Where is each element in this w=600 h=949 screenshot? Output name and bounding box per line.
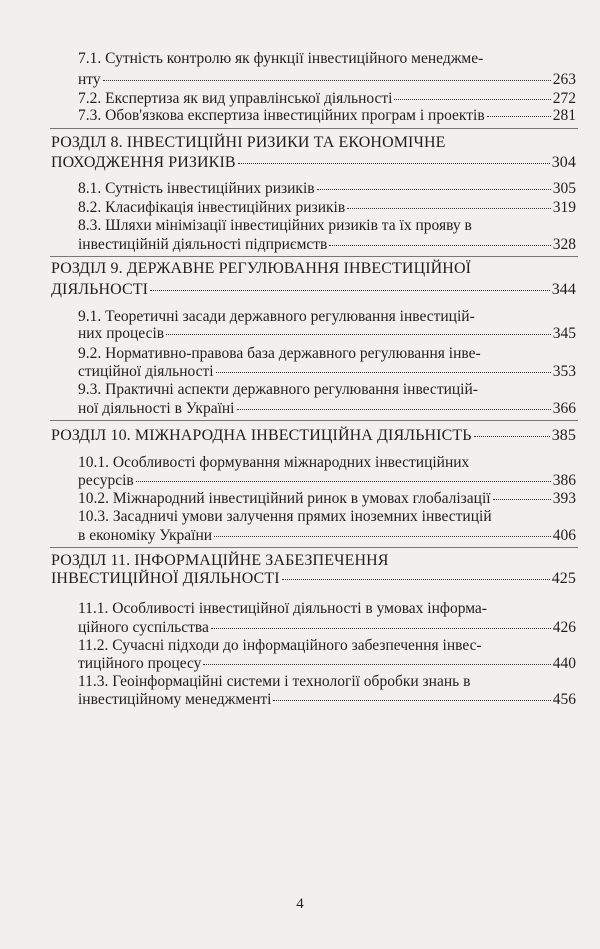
page-number: 4 [296,896,304,912]
toc-text: стиційної діяльності [78,363,214,380]
toc-text: РОЗДІЛ 11. ІНФОРМАЦІЙНЕ ЗАБЕЗПЕЧЕННЯ [51,552,389,569]
toc-page-number: 305 [552,180,576,197]
toc-page-number: 426 [552,619,576,636]
toc-text: 10.1. Особливості формування міжнародних інвестиційних [78,454,470,471]
toc-page-number: 319 [552,199,576,216]
toc-entry[interactable] [78,107,576,125]
dot-leader [317,188,551,190]
divider [50,128,578,129]
toc-page-number: 440 [552,655,576,672]
divider [50,547,578,548]
toc-text: РОЗДІЛ 9. ДЕРЖАВНЕ РЕГУЛЮВАННЯ ІНВЕСТИЦІЙНОЇ [51,260,472,277]
toc-entry[interactable] [78,180,576,198]
dot-leader [211,627,551,629]
toc-page-number: 304 [551,154,576,171]
dot-leader [136,480,551,482]
toc-text: інвестиційній діяльності підприємств [78,236,328,253]
dot-leader [203,663,550,665]
toc-line [78,381,478,399]
dot-leader [238,162,550,164]
toc-page-number: 344 [551,281,576,298]
dot-leader [166,333,551,335]
toc-text: РОЗДІЛ 10. МІЖНАРОДНА ІНВЕСТИЦІЙНА ДІЯЛЬНІСТЬ [51,427,472,444]
toc-text: ційного суспільства [78,619,209,636]
toc-page-number: 393 [552,490,576,507]
divider [50,420,578,421]
toc-entry[interactable] [78,363,576,381]
toc-chapter-entry[interactable] [51,154,576,172]
toc-chapter-entry[interactable] [51,570,576,588]
toc-text: 10.3. Засадничі умови залучення прямих іноземних інвестицій [78,508,492,525]
toc-text: ДІЯЛЬНОСТІ [51,281,149,298]
toc-text: 9.1. Теоретичні засади державного регулювання інвестицій- [78,308,475,325]
toc-page-number: 353 [552,363,576,380]
toc-text: 7.3. Обов'язкова експертиза інвестиційних програм і проектів [78,107,485,124]
toc-page-number: 272 [552,90,576,107]
dot-leader [150,289,550,291]
toc-text: тиційного процесу [78,655,202,672]
toc-entry[interactable] [78,90,576,108]
toc-text: 9.2. Нормативно-правова база державного регулювання інве- [78,345,481,362]
toc-page-number: 406 [552,527,576,544]
toc-text: інвестиційному менеджменті [78,691,272,708]
toc-line [78,637,482,655]
toc-page-number: 281 [552,107,576,124]
toc-line [78,454,469,472]
toc-entry[interactable] [78,472,576,490]
toc-text: 7.1. Сутність контролю як функції інвестиційного менеджме- [78,50,484,67]
dot-leader [282,578,550,580]
dot-leader [214,535,551,537]
toc-chapter-entry[interactable] [51,281,576,299]
toc-entry[interactable] [78,400,576,418]
toc-page-number: 425 [551,570,576,587]
toc-text: РОЗДІЛ 8. ІНВЕСТИЦІЙНІ РИЗИКИ ТА ЕКОНОМІЧНЕ [51,134,446,151]
toc-text: нту [78,71,101,88]
toc-text: 11.2. Сучасні підходи до інформаційного забезпечення інвес- [78,637,482,654]
toc-entry[interactable] [78,655,576,673]
toc-text: ІНВЕСТИЦІЙНОЇ ДІЯЛЬНОСТІ [51,570,280,587]
toc-text: них процесів [78,325,165,342]
toc-text: в економіку України [78,527,213,544]
toc-line [78,508,492,526]
toc-line [78,217,472,235]
toc-page-number: 345 [552,325,576,342]
toc-entry[interactable] [78,527,576,545]
dot-leader [237,408,551,410]
toc-entry[interactable] [78,619,576,637]
dot-leader [493,498,551,500]
toc-text: 8.2. Класифікація інвестиційних ризиків [78,199,346,216]
toc-text: 8.1. Сутність інвестиційних ризиків [78,180,315,197]
dot-leader [347,207,551,209]
toc-text: ресурсів [78,472,134,489]
dot-leader [273,699,550,701]
toc-line [78,50,573,68]
toc-page-number: 263 [552,71,576,88]
toc-chapter-entry[interactable] [51,427,576,445]
toc-text: ПОХОДЖЕННЯ РИЗИКІВ [51,154,236,171]
toc-chapter-heading [51,134,446,152]
toc-entry[interactable] [78,490,576,508]
toc-text: 8.3. Шляхи мінімізації інвестиційних ризиків та їх прояву в [78,217,472,234]
toc-entry[interactable] [78,325,576,343]
dot-leader [474,435,550,437]
toc-text: 7.2. Експертиза як вид управлінської діяльності [78,90,393,107]
toc-text: 11.3. Геоінформаційні системи і технології обробки знань в [78,673,471,690]
dot-leader [329,244,550,246]
toc-entry[interactable] [78,199,576,217]
toc-page-number: 386 [552,472,576,489]
toc-entry[interactable] [78,236,576,254]
toc-line [78,673,470,691]
toc-page-number: 366 [552,400,576,417]
toc-line [78,600,487,618]
dot-leader [216,371,551,373]
toc-text: 9.3. Практичні аспекти державного регулювання інвестицій- [78,381,478,398]
toc-chapter-heading [51,260,471,278]
toc-page-number: 328 [552,236,576,253]
toc-page-number: 385 [551,427,576,444]
dot-leader [487,115,551,117]
toc-text: 10.2. Міжнародний інвестиційний ринок в умовах глобалізації [78,490,491,507]
toc-chapter-heading [51,552,389,570]
toc-line [78,308,475,326]
toc-page-number: 456 [552,691,576,708]
toc-entry[interactable] [78,71,576,89]
toc-line [78,345,481,363]
toc-entry[interactable] [78,691,576,709]
toc-text: 11.1. Особливості інвестиційної діяльності в умовах інформа- [78,600,487,617]
toc-text: ної діяльності в Україні [78,400,235,417]
divider [50,256,578,257]
dot-leader [394,98,550,100]
dot-leader [103,79,551,81]
